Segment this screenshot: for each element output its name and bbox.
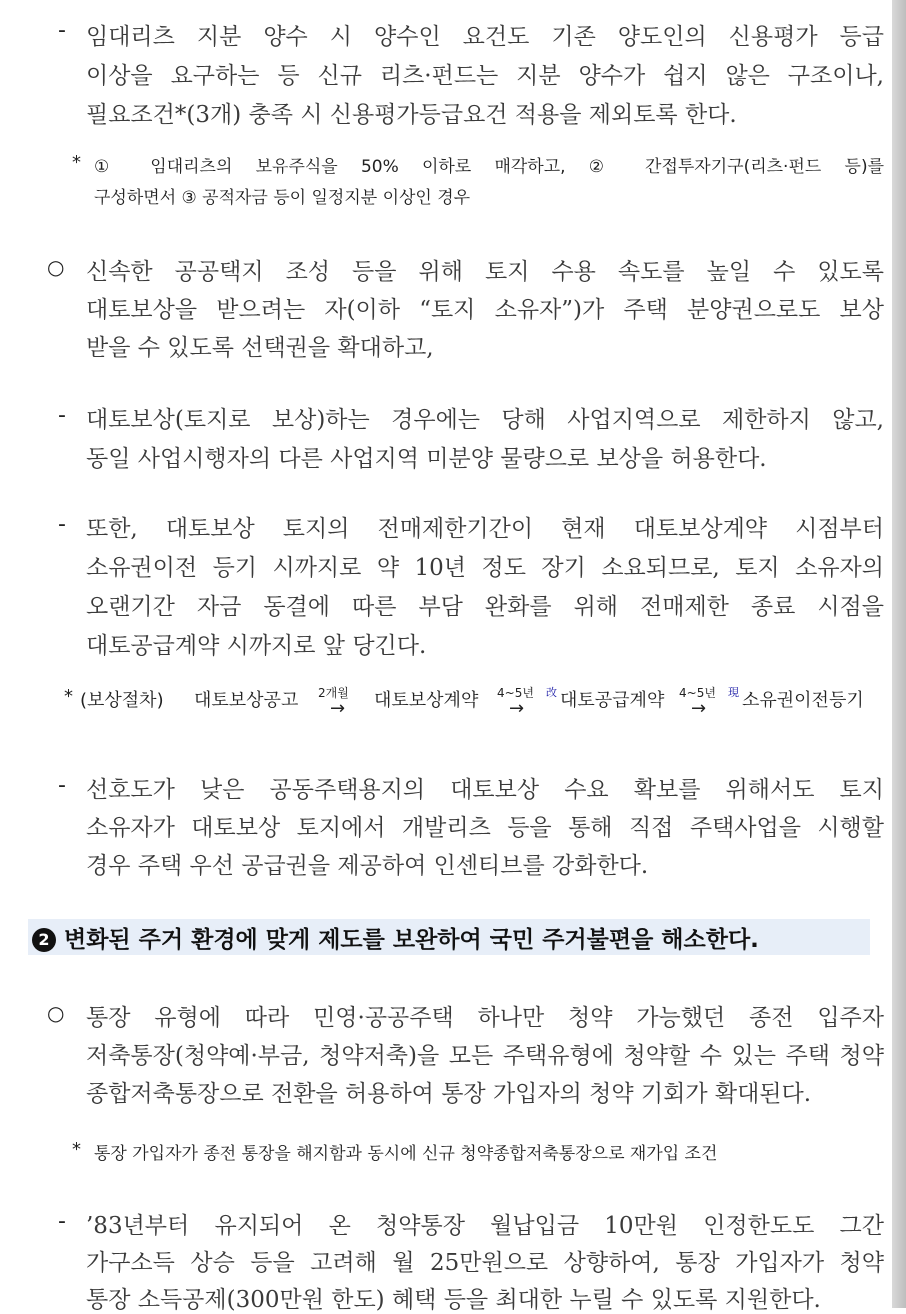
process-step-supply-contract: 대토공급계약 — [560, 690, 665, 711]
process-step-contract: 대토보상계약 — [374, 690, 479, 711]
current-tag: 現 — [728, 686, 739, 699]
paragraph-line: 대토공급계약 시까지로 앞 당긴다. — [86, 633, 427, 659]
paragraph-line: ’83년부터 유지되어 온 청약통장 월납입금 10만원 인정한도도 그간 — [86, 1213, 884, 1239]
number-badge-icon: 2 — [32, 928, 56, 952]
process-duration: 4~5년 — [497, 686, 534, 700]
paragraph-line: 대토보상(토지로 보상)하는 경우에는 당해 사업지역으로 제한하지 않고, — [86, 407, 884, 433]
page-edge — [892, 0, 906, 1308]
paragraph-line: 통장 유형에 따라 민영·공공주택 하나만 청약 가능했던 종전 입주자 — [86, 1005, 884, 1031]
process-duration: 2개월 — [318, 686, 349, 700]
paragraph-line: 종합저축통장으로 전환을 허용하여 통장 가입자의 청약 기회가 확대된다. — [86, 1081, 812, 1107]
paragraph-line: 또한, 대토보상 토지의 전매제한기간이 현재 대토보상계약 시점부터 — [86, 516, 884, 542]
paragraph-line: 소유권이전 등기 시까지로 약 10년 정도 장기 소요되므로, 토지 소유자의 — [86, 555, 884, 581]
footnote-line: ① 임대리츠의 보유주식을 50% 이하로 매각하고, ② 간접투자기구(리츠·펀드 등)를 — [94, 157, 884, 177]
footnote-line: 통장 가입자가 종전 통장을 해지함과 동시에 신규 청약종합저축통장으로 재가입 조건 — [94, 1144, 718, 1164]
paragraph-line: 저축통장(청약예·부금, 청약저축)을 모든 주택유형에 청약할 수 있는 주택 청약 — [86, 1043, 884, 1069]
arrow-right-icon: → — [330, 698, 346, 719]
paragraph-line: 임대리츠 지분 양수 시 양수인 요건도 기존 양도인의 신용평가 등급 — [86, 24, 884, 50]
process-star: * — [64, 686, 73, 707]
footnote-line: 구성하면서 ③ 공적자금 등이 일정지분 이상인 경우 — [94, 188, 471, 208]
paragraph-line: 선호도가 낮은 공동주택용지의 대토보상 수요 확보를 위해서도 토지 — [86, 777, 884, 803]
paragraph-line: 대토보상을 받으려는 자(이하 “토지 소유자”)가 주택 분양권으로도 보상 — [86, 297, 884, 323]
process-duration: 4~5년 — [679, 686, 716, 700]
paragraph-line: 필요조건*(3개) 충족 시 신용평가등급요건 적용을 제외토록 한다. — [86, 102, 737, 128]
paragraph-line: 동일 사업시행자의 다른 사업지역 미분양 물량으로 보상을 허용한다. — [86, 446, 767, 472]
arrow-right-icon: → — [691, 698, 707, 719]
circle-bullet: ○ — [47, 1001, 65, 1025]
process-label: (보상절차) — [80, 690, 164, 711]
footnote-star: * — [72, 1139, 81, 1160]
paragraph-line: 받을 수 있도록 선택권을 확대하고, — [86, 335, 434, 361]
dash-bullet: - — [58, 18, 66, 43]
paragraph-line: 경우 주택 우선 공급권을 제공하여 인센티브를 강화한다. — [86, 853, 649, 879]
section-heading — [32, 921, 759, 954]
section-heading-text: 변화된 주거 환경에 맞게 제도를 보완하여 국민 주거불편을 해소한다. — [64, 927, 759, 953]
dash-bullet: - — [58, 403, 66, 428]
process-step-announcement: 대토보상공고 — [194, 690, 299, 711]
paragraph-line: 가구소득 상승 등을 고려해 월 25만원으로 상향하여, 통장 가입자가 청약 — [86, 1250, 884, 1276]
revised-tag: 改 — [546, 686, 557, 699]
paragraph-line: 소유자가 대토보상 토지에서 개발리츠 등을 통해 직접 주택사업을 시행할 — [86, 815, 884, 841]
arrow-right-icon: → — [509, 698, 525, 719]
circle-bullet: ○ — [47, 255, 65, 279]
paragraph-line: 통장 소득공제(300만원 한도) 혜택 등을 최대한 누릴 수 있도록 지원한다. — [86, 1287, 821, 1313]
dash-bullet: - — [58, 1209, 66, 1234]
dash-bullet: - — [58, 512, 66, 537]
process-step-registration: 소유권이전등기 — [742, 690, 864, 711]
paragraph-line: 신속한 공공택지 조성 등을 위해 토지 수용 속도를 높일 수 있도록 — [86, 259, 884, 285]
footnote-star: * — [72, 152, 81, 173]
dash-bullet: - — [58, 773, 66, 798]
paragraph-line: 이상을 요구하는 등 신규 리츠·펀드는 지분 양수가 쉽지 않은 구조이나, — [86, 63, 884, 89]
paragraph-line: 오랜기간 자금 동결에 따른 부담 완화를 위해 전매제한 종료 시점을 — [86, 594, 884, 620]
